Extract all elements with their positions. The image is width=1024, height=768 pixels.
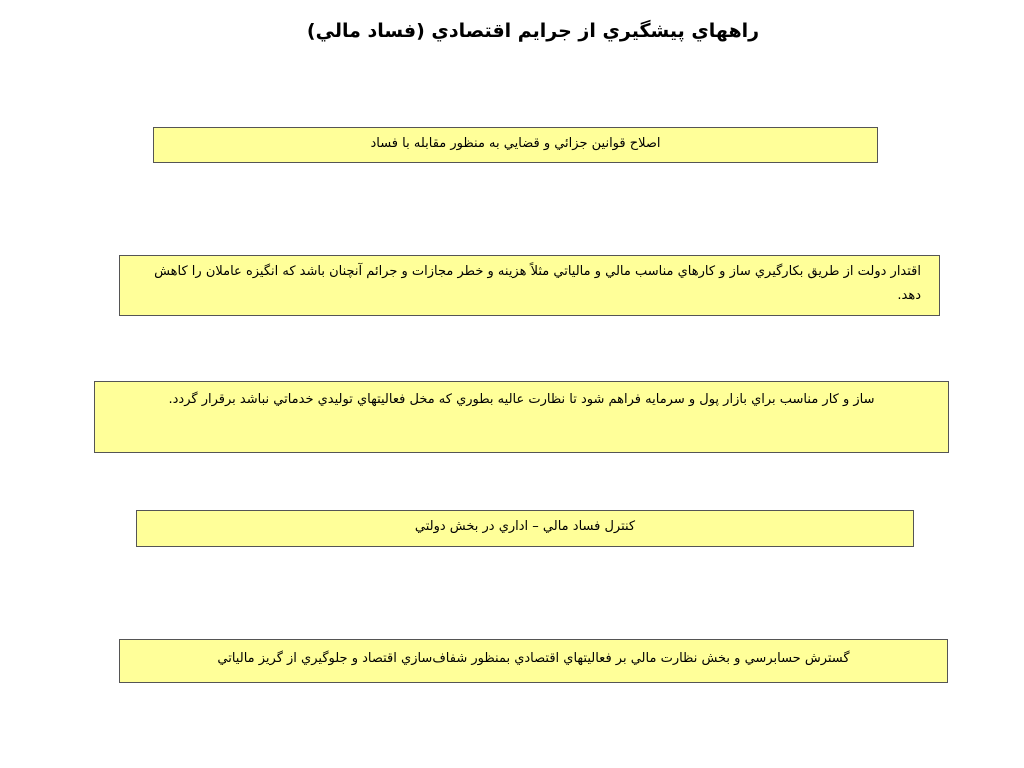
text-box-auditing-expansion (119, 639, 948, 683)
text-box-money-capital-market-label: ساز و كار مناسب براي بازار پول و سرمايه فراهم شود تا نظارت عاليه بطوري كه مخل فعاليتهاي توليدي خدماتي نباشد برقرار گردد. (168, 392, 875, 407)
slide-title: راههاي پيشگيري از جرايم اقتصادي (فساد مالي) (306, 20, 760, 42)
text-box-criminal-law-reform (153, 127, 878, 163)
text-box-criminal-law-reform-label: اصلاح قوانين جزائي و قضايي به منظور مقابله با فساد (370, 136, 661, 151)
text-box-auditing-expansion-label: گسترش حسابرسي و بخش نظارت مالي بر فعاليتهاي اقتصادي بمنظور شفاف‌سازي اقتصاد و جلوگيري از گريز مالياتي (217, 651, 850, 666)
text-box-money-capital-market (94, 381, 949, 453)
text-box-public-sector-control-label: كنترل فساد مالي – اداري در بخش دولتي (414, 519, 636, 534)
text-box-government-authority (119, 255, 940, 316)
text-box-public-sector-control (136, 510, 914, 547)
text-box-government-authority-label: اقتدار دولت از طريق بكارگيري ساز و كارهاي مناسب مالي و مالياتي مثلاً هزينه و خطر مجازات و جرائم آنچنان باشد كه انگيزه عاملان را كاهش دهد. (154, 264, 921, 303)
